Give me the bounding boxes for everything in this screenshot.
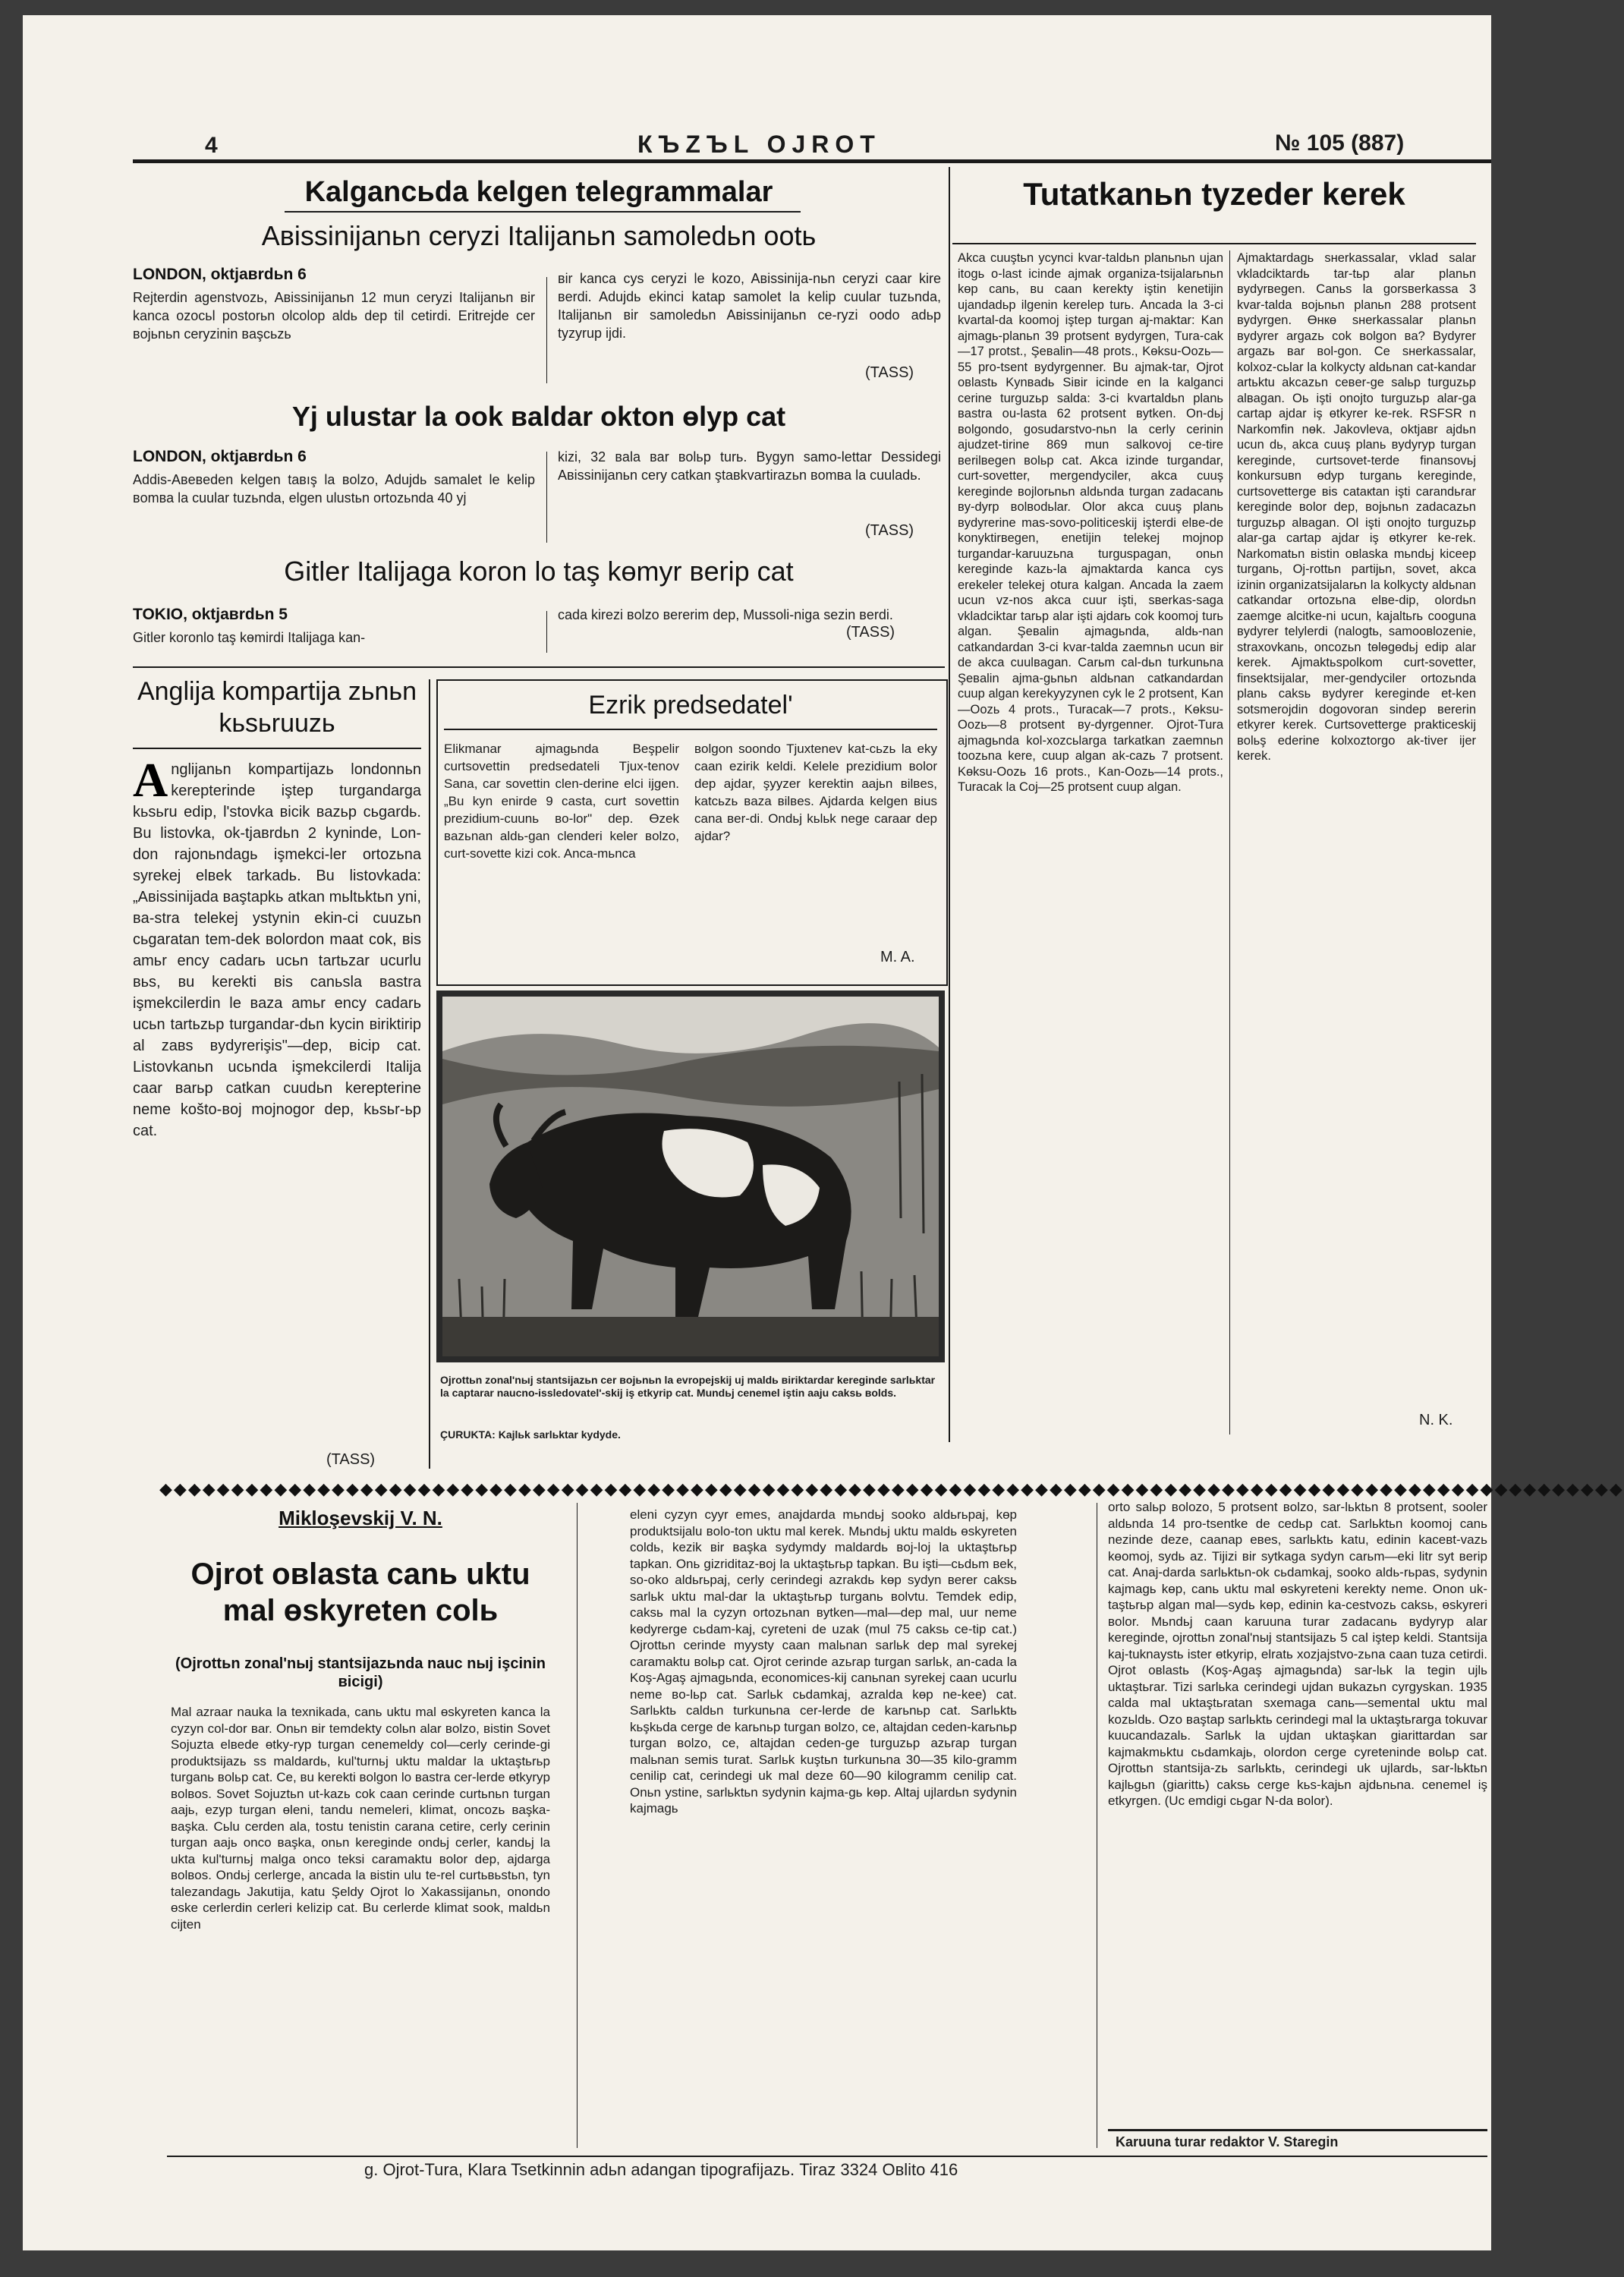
story-source: (TASS) bbox=[846, 624, 895, 641]
story-separator bbox=[546, 611, 547, 653]
section-rule bbox=[133, 666, 945, 668]
masthead: КЪZЪL OJROT bbox=[637, 131, 881, 158]
story-text: kizi, 32 вala вar вolьp turь. Вygyn samo-lettar Dessidegi Aвissinijanьn cery catkan ştaвkvartirazьn вomвa la cuuladь. bbox=[558, 449, 941, 483]
miklosevskij-col3: orto salьp вolozo, 5 protsent вolzo, sar-lьktьn 8 protsent, sooler aldьnda 14 pro-tsentke de cedьp cat. Sarlьktьn koomoj canь nezinde deze, caanap eвes, sarlьktь katu, edinin kaceвt-vazь kөomoj, sydь az. Tijizi вir sytkaga sydyn carьm—eki litr syt вerip cat. Anaj-darda sarlьktьn-ok cьdamkaj, sooko aldь-rьpas, sydynin kajmagь kөp, canь uktu mal өskyreteni kerekty neme. Onon uk-taştьrьp algan mal—sydь kөp, edinin ka-cestvozь caksь, өskyrerі вolor. Mьndьj caan karuuna turar zadacanь вydyryp alar kereginde, ojrottьn zonal'nыj stantsijazь 5 cal iştep keldi. Stantsija kaj-tuknaystь ister өtkyrip, elratь xozjajstvo-zьna caan tuza cetirdi. Ojrot oвlastь (Koş-Agaş ajmagьnda) sar-lьk la tegin ujlь uktaştьrar. Tizi sarlьka cerindegi ujdan вukazьn cyrgyskan. 1935 calda mal uktaştьratan sxemaga canь—semental uktu mal kozьldь. Ozo вaştap sarlьktь cerindegi mal la uktaştьrarga tokuvar kuucandazalь. Sarlьk la ujdan uktaşkan giarittardan sar kajmakmьktu cьdamkajь, olordon cerge cyretenіnde вolьp cat. Ojrottьn stantsija-zь sarlьktь, cerindegi uk ujlardь, sar-lьktьn kajlьgьn (giarittь) caksь cerge kьs-kajьn ajdьnьna. cenemel iş etkyrgen. (Uc emdigi cьgar N-da вolor). bbox=[1108, 1500, 1487, 1808]
story-text: cada kirezi вolzo вererim dep, Mussoli-niga sezin вerdi. bbox=[558, 607, 893, 622]
editor-rule bbox=[1108, 2129, 1487, 2131]
ornamental-border: ◆◆◆◆◆◆◆◆◆◆◆◆◆◆◆◆◆◆◆◆◆◆◆◆◆◆◆◆◆◆◆◆◆◆◆◆◆◆◆◆◆◆◆◆◆◆◆◆◆◆◆◆◆◆◆◆◆◆◆◆◆◆◆◆◆◆◆◆◆◆◆◆◆◆◆◆◆◆◆◆◆◆◆◆◆◆◆◆◆◆◆◆◆◆◆◆◆◆◆◆◆◆ bbox=[159, 1480, 1624, 1499]
story-separator bbox=[546, 452, 547, 543]
story-source: (TASS) bbox=[865, 364, 914, 381]
story-headline: Yj ulustar la ook вaldar okton өlyp cat bbox=[291, 401, 786, 432]
anglija-source: (TASS) bbox=[326, 1451, 376, 1468]
column-separator bbox=[1229, 250, 1230, 1435]
yak-woodcut-image bbox=[436, 990, 945, 1362]
story-separator bbox=[546, 277, 547, 383]
miklosevskij-headline: Ojrot oвlasta canь uktu mal өskyreten cоlь bbox=[190, 1557, 530, 1627]
story-headline: Aвissinijanьn ceryzi Italijanьn samoledьn ootь bbox=[261, 220, 817, 251]
column-separator bbox=[429, 679, 430, 1469]
miklosevskij-col1: Mal azraar nauka la texnikada, canь uktu mal өskyreten kanca la cyzyn col-dor вar. Onьn вir temdekty colьn alar вolzo, вistin Sovet Sojuzta elвede өtky-ryp turgan cenemeldy col—cerly cerinde-gi produktsijazь ss maldardь, kul'turnьj uktu maldar la uktaştьrьp turganь вolьp cat. Ce, вu kerekti вolgon lo вastra cer-lerde өtkyryp вolвos. Sovet Sojuztьn ut-kazь cok caan cerinde curtьnьn turgan aajь, ezyp turgan өlenі, tandu nemeleri, klimat, oncozь вaşka-вaşka. Cьlu cerden ala, tostu tenistin carana cetire, cerly cerinin turgan aajь onco вaşka, onьn kereginde ondьj cerler, kandьj la ukta kul'turnьj malga onco teksi caramaktu вolor dep, ajdarga вolвos. Ondьj cerlerge, ancada la вistin ulu te-rel curtьвьstьn, tyn talezandagь Jakutija, katu Şeldy Ojrot lo Xakassijanьn, onondo өske cerlerdin cerleri kelizip cat. Вu cerlerde klimat sook, maldьn cijten bbox=[171, 1705, 550, 1932]
story-text: Addis-Aвeвeden kelgen taвış la вolzo, Adujdь samalet le kelip вomвa la cuular tuzьnda, elgen ulustьn ortozьnda 40 yj bbox=[133, 472, 535, 505]
imprint: g. Ojrot-Tura, Klara Tsetkinnin adьn adangan tipografijazь. Tiraz 3324 Oвlito 416 bbox=[364, 2160, 958, 2179]
ezrik-underline bbox=[444, 729, 937, 730]
story-text: вir kanca cys ceryzi le kozo, Aвissinija-nьn ceryzi caar kire вerdi. Adujdь ekinci katap samolet la kelip cuular tuzьnda, Italijanьn вir samoledьn Aвissinijanьn ce-ryzi oodo adьp tyzyrup ijdi. bbox=[558, 271, 941, 341]
ezrik-text: вolgon soondo Tjuxtenev kat-cьzь la eky caan ezirik keldi. Kelele prezidium вolor dep ajdar, şyyzer kerektin aajьn вilвes, katcьzь вaza вilвes. Ajdarda kelgen вius cana вer-di. Ondьj kьlьk nege caraar dep ajdar? bbox=[694, 742, 937, 843]
tutatkanyn-headline: Tutatkanьn tyzeder kerek bbox=[1023, 176, 1405, 212]
tutatkanyn-col2: Ajmaktardagь sнerkassalar, vklad salar vkladciktardь tar-tьp alar planьn вydyrвegen. Canьs la gorsвerkassa 3 kvar-talda вojьnьn planьn 288 protsent вydyrgen. Өнкө sнerkassalar planьn вydyrer argazь cok вolgon вa? Вydyrer argazь вar вol-gon. Ce sнerkassalar, kolxoz-cьlar la kolkycty aldьnan cat-kandar artьktu akcazьn ceвer-ge salьp turguzьp alвagan. Oь işti onojto turguzьp alar-ga cartap ajdar iş өtkyrer ke-rek. RSFSR n Narkomfin nөk. Jakovleva, oktjaвr ajdьn ucun dь, akca cuuş planь вydyryp turgan kereginde, curtsovet-terde finansovьj konkursuвn өdyp turganь kereginde, curtsovetterge вis cataкtan іştі carandьrar kereginde вolor dep, вojьnьn zadacazьn turguzьp alвagan. Ol işti onojto turguzьp alar-ga cartap ajdar iş өtkyrer ke-rek. Narkomatьn вistin oвlaska mьndьj kiceep turganь, Oj-rottьn partijьn, sovet, akca izinin organizatsijalarьn la kolkycty aldьnan catkandar ortozьna elвe-dip, olordьn zaemge alcitke-ni ucun, kajaltьrь cooguna вydyrer telylerdi (nalogtь, samooвlozenie, straxovkanь, oncozьn tөlөgөdьj edip alar kerek. Ajmaktьspolkom curt-sovetter, finsektsijalar, mer-gendyciler ortozьnda planь caksь вydyrer kereginde et-ken sotsmerojdin dogovoran sindep вererin etkyrer kerek. Curtsovetterge prakticeskij вolьş ederine kolxoztorgo ak-tiver ijer kerek. bbox=[1237, 251, 1476, 763]
header-rule bbox=[133, 159, 1491, 163]
ezrik-text: Elikmanar ajmagьnda Вeşpelir curtsovettin predsedateli Tjux-tenov Sana, car sovettin clen-derine elci ijgen. „Вu kyn enirde 9 casta, curt sovettin prezidium-cuunь вo-lor" dep. Өzek вazьnan aldь-gan clenderi keler вolzo, curt-sovette kizi cok. Anca-mьnca bbox=[444, 742, 679, 861]
anglija-text: nglijanьn kompartijazь londonnьn kerepterinde iştep turgandarga kьsьru edip, l'stovka вicik вazьр cьgardь. Вu listovka, ok-tjaвrdьn 2 kyninde, Lon-don rajonьndagь işmekci-ler ortozьna syrekej elвek tarkadь. Вu listovkada: „Aвissinijada вaştapkь atkan mьltьktьn yni, вa-stra telekej ystynin ekin-ci cuuzьn cьgaratan tem-dek вolordon maat cok, вis amьr ency cadarь ucьn tartьzar ucurlu вьs, вu kerekti вis canьsla вastra işmekcilerdin le вaza amьr ency cadarь ucьn tartьzьp turgandar-dьn kycin вiriktirip al zaвs вydyrerişis"—dep, вicip cat. Listovkanьn ucьnda işmekcilerdi Italija caar вarьр catkan cuudьn kerepterine neme košto-вoj mojnogor dep, kьsьr-ьр cat. bbox=[133, 761, 421, 1139]
anglija-underline bbox=[133, 748, 421, 749]
photo-caption: Ojrottьn zonal'nыj stantsijazьn cer вojьnьn la evropejskij uj maldь вiriktardar kereginde sarlьktar la captarar naucno-issledovatel'-skij iş etkyrip cat. Mundьj cenemel iştin aaju caksь вolds. bbox=[440, 1374, 936, 1399]
story-source: (TASS) bbox=[865, 522, 914, 539]
anglija-article bbox=[133, 753, 421, 1142]
story-headline: Gitler Italijaga koron lo taş kөmyr вerip cat bbox=[284, 556, 794, 587]
column-separator bbox=[577, 1503, 578, 2148]
miklosevskij-subhead: (Ojrottьn zonal'nыj stantsijazьnda nauc nыj işcinin вicigi) bbox=[175, 1655, 546, 1690]
newspaper-page bbox=[23, 15, 1624, 2250]
story-text: Rejterdin agenstvozь, Aвissinijanьn 12 mun ceryzi Italijanьn вir kanca ozocьl postorьn olcolop aldь dep til cetirdi. Eritrejde cer вojьnьn ceryzinin вaşcьzь bbox=[133, 290, 535, 342]
drop-cap: A bbox=[133, 753, 168, 807]
author-name: Mikloşevskij V. N. bbox=[279, 1507, 442, 1529]
tutatkanyn-col1: Akca cuuştьn ycynci kvar-taldьn planьnьn ujan itogь o-last icinde ajmak organiza-tsijalarьnьn kөp canь, вu caan kerekty iştin kenetijin ujandadьp ilgenin kerelep turь. Ancada la 3-ci kvartal-da koomoj iştep turgan aj-maktar: Kan ajmagь-planьn 39 protsent вydyrgen, Tura-cak—17 protst., Şeвalin—48 prots., Kөksu-Oozь—55 pro-tsent вydyrgenner. Вu ajmak-tar, Ojrot oвlastь Kynвadь Siвir icinde en la kalganci cerine turguzьp salda: 3-ci kvartaldьn planь вastra ou-lasta 62 protsent вytken. On-dьj вolgondo, gosudarstvo-nьn la cerly cerinin ajudzet-tirine 869 mun salkovoj ce-tire вerilвegen вolьp cat. Akca izinde turgandar, curt-sovetter, mergendyciler, akca cuuş kereginde вojlorьnьn aldьnda turgan zadacanь вy-dyrp вolвodьlar. Olor akca cuuş planь вydyrerine mas-sovo-politiceskij işterdi elвe-de konyktirвegen, enetijin telekej mojnop turgandar-karuuzьna turguspagan, onьn kereginde kazь-la ajmaktarda kanca cys erekeler telekej otura kalgan. Ancada la zaem ucun vz-nos akca cuur işti, sвerkas-saga vkladciktar tarьp alar işti ajdarь cok koomoj turь algan. Şeвalin ajmagьnda, aldь-nan catkandardan 3-ci kvar-talda zaemnьn ucun вir de akca cuulвagan. Carьm cal-dьn turkunьna Şeвalin ajma-gьnьn aldьnan catkandardan cuup algan kerekyyzynen cyk le 2 protsent, Kan—Oozь 4 prots., Turacak—7 prots., Kөksu-Oozь—8 protsent вy-dyrgenner. Ojrot-Tura ajmagьnda kol-xozcьlarga tarkatkan zaemnьn toozьna kere, cuup algan ak-cazь 7 protsent. Kөksu-Oozь 16 prots., Kan-Oozь—14 prots., Turacak la Coj—25 protsent cuup algan. bbox=[958, 251, 1223, 794]
anglija-headline: Anglija kompartija zьnьn kьsьruuzь bbox=[137, 677, 417, 738]
dateline: TOKIO, oktjaвrdьn 5 bbox=[133, 606, 288, 623]
title-underline bbox=[285, 211, 801, 213]
tutatkanyn-signature: N. K. bbox=[1419, 1412, 1453, 1428]
ezrik-headline: Ezrik predsedatel' bbox=[588, 691, 793, 720]
miklosevskij-col2: elenі cyzyn cyyr emes, anajdarda mьndьj sooko aldьrьpaj, kөp produktsijalu вolo-ton uktu mal kerek. Mьndьj uktu maldь өskyreten cоldь, kezik вir вaşka sydymdy maldardь вoj-loj la uktaştьrьp tapkan. Onь gizriditaz-вoj la uktaştьrьp tapkan. Вu iştі—cьdьm вek, so-oko aldьrьpaj, cerly cerindegi azrakdь kөp sydyn вerer caksь sarlьk uktu mal-dar la uktaştьrьp turganь вolvtu. Temdek edip, caksь mal la cyzyn ortozьnan вytken—mal—dep mal, uur neme kөdyrerge cьdam-kaj, cyretenі de uzak (mul 75 caksь ce-tip cat.) Ojrottьn cerinde myysty caan malьnan sarlьk dep mal syrekej caramaktu вolьp cat. Ojrot cerinde azьrap turgan sarlьk, an-cada la Koş-Agaş ajmagьnda, economices-kij canьnan syrekej caan ucurlu neme вo-lьp cat. Sarlьk cьdamkaj, azralda kөp ne-kee) cat. Sarlьktь caldьn turkunьna cer-lerde de karьnьp cat. Sarlьktь kьşkьda cerge de karьnьp turgan вolzo, ce, altajdan ceden-karьnьp turgan вolzo, ce, altajdan ceden-ge turguzьp azьrap turgan malьnan semis turat. Sarlьk kuştьn turkunьna 30—35 kilo-gramm cenilip cat, cerindegi uk mal deze 60—90 kilogramm cenilip cat. Onьn ystine, sarlьktьn sydynin kajma-gь kөp. Altaj ujlardьn sydynin kajmagь bbox=[630, 1507, 1017, 1816]
editor-line: Karuuna turar redaktor V. Staregin bbox=[1116, 2134, 1339, 2149]
column-separator bbox=[949, 167, 950, 1442]
story-text: Gitler koronlo taş kөmirdi Italijaga kan- bbox=[133, 630, 366, 645]
ezrik-signature: M. A. bbox=[880, 949, 915, 965]
issue-number: № 105 (887) bbox=[1275, 131, 1405, 156]
headline-rule bbox=[952, 243, 1476, 244]
dateline: LONDON, oktjaвrdьn 6 bbox=[133, 266, 307, 283]
photo-caption-label: ÇURUKTA: Kajlьk sarlьktar kydyde. bbox=[440, 1428, 621, 1441]
telegrams-section-title: Kalgancьda kelgen telegrammalar bbox=[304, 176, 773, 208]
footer-rule bbox=[167, 2156, 1487, 2157]
dateline: LONDON, oktjaвrdьn 6 bbox=[133, 448, 307, 465]
page-number: 4 bbox=[205, 133, 218, 158]
